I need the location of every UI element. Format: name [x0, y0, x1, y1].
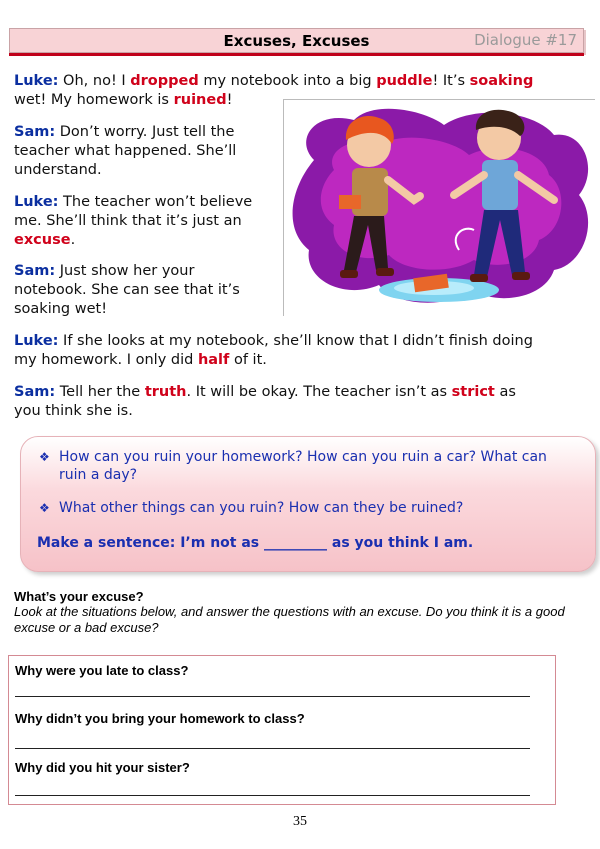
speaker-label: Luke: — [14, 73, 59, 89]
dialogue-line-6 — [14, 383, 594, 421]
excuse-question: Why did you hit your sister? — [15, 760, 190, 775]
keyword: dropped — [130, 73, 199, 89]
text: Tell her the — [55, 384, 145, 400]
text: ! It’s — [432, 73, 470, 89]
keyword: strict — [451, 384, 495, 400]
diamond-bullet-icon: ❖ — [39, 450, 50, 464]
page-number: 35 — [293, 814, 307, 829]
illustration-svg — [284, 100, 596, 317]
keyword: soaking — [469, 73, 534, 89]
question-1 — [39, 448, 547, 484]
header-bar — [9, 28, 584, 53]
dialogue-number: Dialogue #17 — [474, 31, 577, 49]
question-text: How can you ruin your homework? How can you ruin a car? What can — [59, 449, 547, 465]
speaker-label: Luke: — [14, 194, 59, 210]
text: Just show her your — [55, 263, 195, 279]
text: ! — [226, 92, 233, 108]
dialogue-line-5 — [14, 332, 594, 370]
text: Oh, no! I — [58, 73, 131, 89]
text: . It will be okay. The teacher isn’t as — [186, 384, 452, 400]
text: my homework. I only did — [14, 352, 198, 368]
question-text: What other things can you ruin? How can they be ruined? — [59, 500, 464, 516]
text: as — [494, 384, 516, 400]
answer-line[interactable] — [15, 696, 530, 697]
question-2 — [39, 499, 464, 517]
answer-line[interactable] — [15, 748, 530, 749]
text: soaking wet! — [14, 301, 108, 317]
answer-line[interactable] — [15, 795, 530, 796]
speaker-label: Sam: — [14, 384, 56, 400]
keyword: truth — [144, 384, 187, 400]
speaker-label: Sam: — [14, 124, 56, 140]
section-title: What’s your excuse? — [14, 589, 144, 604]
text: understand. — [14, 162, 102, 178]
dialogue-line-3 — [14, 193, 279, 250]
question-text: ruin a day? — [59, 467, 138, 483]
dialogue-line-4 — [14, 262, 279, 319]
keyword: puddle — [376, 73, 433, 89]
keyword: excuse — [14, 232, 71, 248]
text: teacher what happened. She’ll — [14, 143, 237, 159]
text: of it. — [229, 352, 267, 368]
keyword: ruined — [173, 92, 227, 108]
text: notebook. She can see that it’s — [14, 282, 240, 298]
text: Don’t worry. Just tell the — [55, 124, 235, 140]
answer-box — [8, 655, 556, 805]
text: you think she is. — [14, 403, 133, 419]
speaker-label: Sam: — [14, 263, 56, 279]
text: wet! My homework is — [14, 92, 174, 108]
text: . — [70, 232, 76, 248]
make-a-sentence-prompt: Make a sentence: I’m not as _________ as you think I am. — [37, 535, 474, 551]
speaker-label: Luke: — [14, 333, 59, 349]
discussion-questions-box — [20, 436, 596, 572]
text: my notebook into a big — [198, 73, 377, 89]
boys-illustration — [283, 99, 595, 316]
dialogue-line-2 — [14, 123, 279, 180]
header-underline — [9, 53, 584, 56]
text: me. She’ll think that it’s just an — [14, 213, 242, 229]
page-title: Excuses, Excuses — [223, 32, 370, 50]
text: If she looks at my notebook, she’ll know that I didn’t finish doing — [58, 333, 533, 349]
excuse-question: Why were you late to class? — [15, 663, 189, 678]
excuse-question: Why didn’t you bring your homework to class? — [15, 711, 305, 726]
text: The teacher won’t believe — [58, 194, 253, 210]
diamond-bullet-icon: ❖ — [39, 501, 50, 515]
keyword: half — [197, 352, 230, 368]
section-instructions: Look at the situations below, and answer the questions with an excuse. Do you think it is a good excuse or a bad excuse? — [14, 604, 565, 635]
